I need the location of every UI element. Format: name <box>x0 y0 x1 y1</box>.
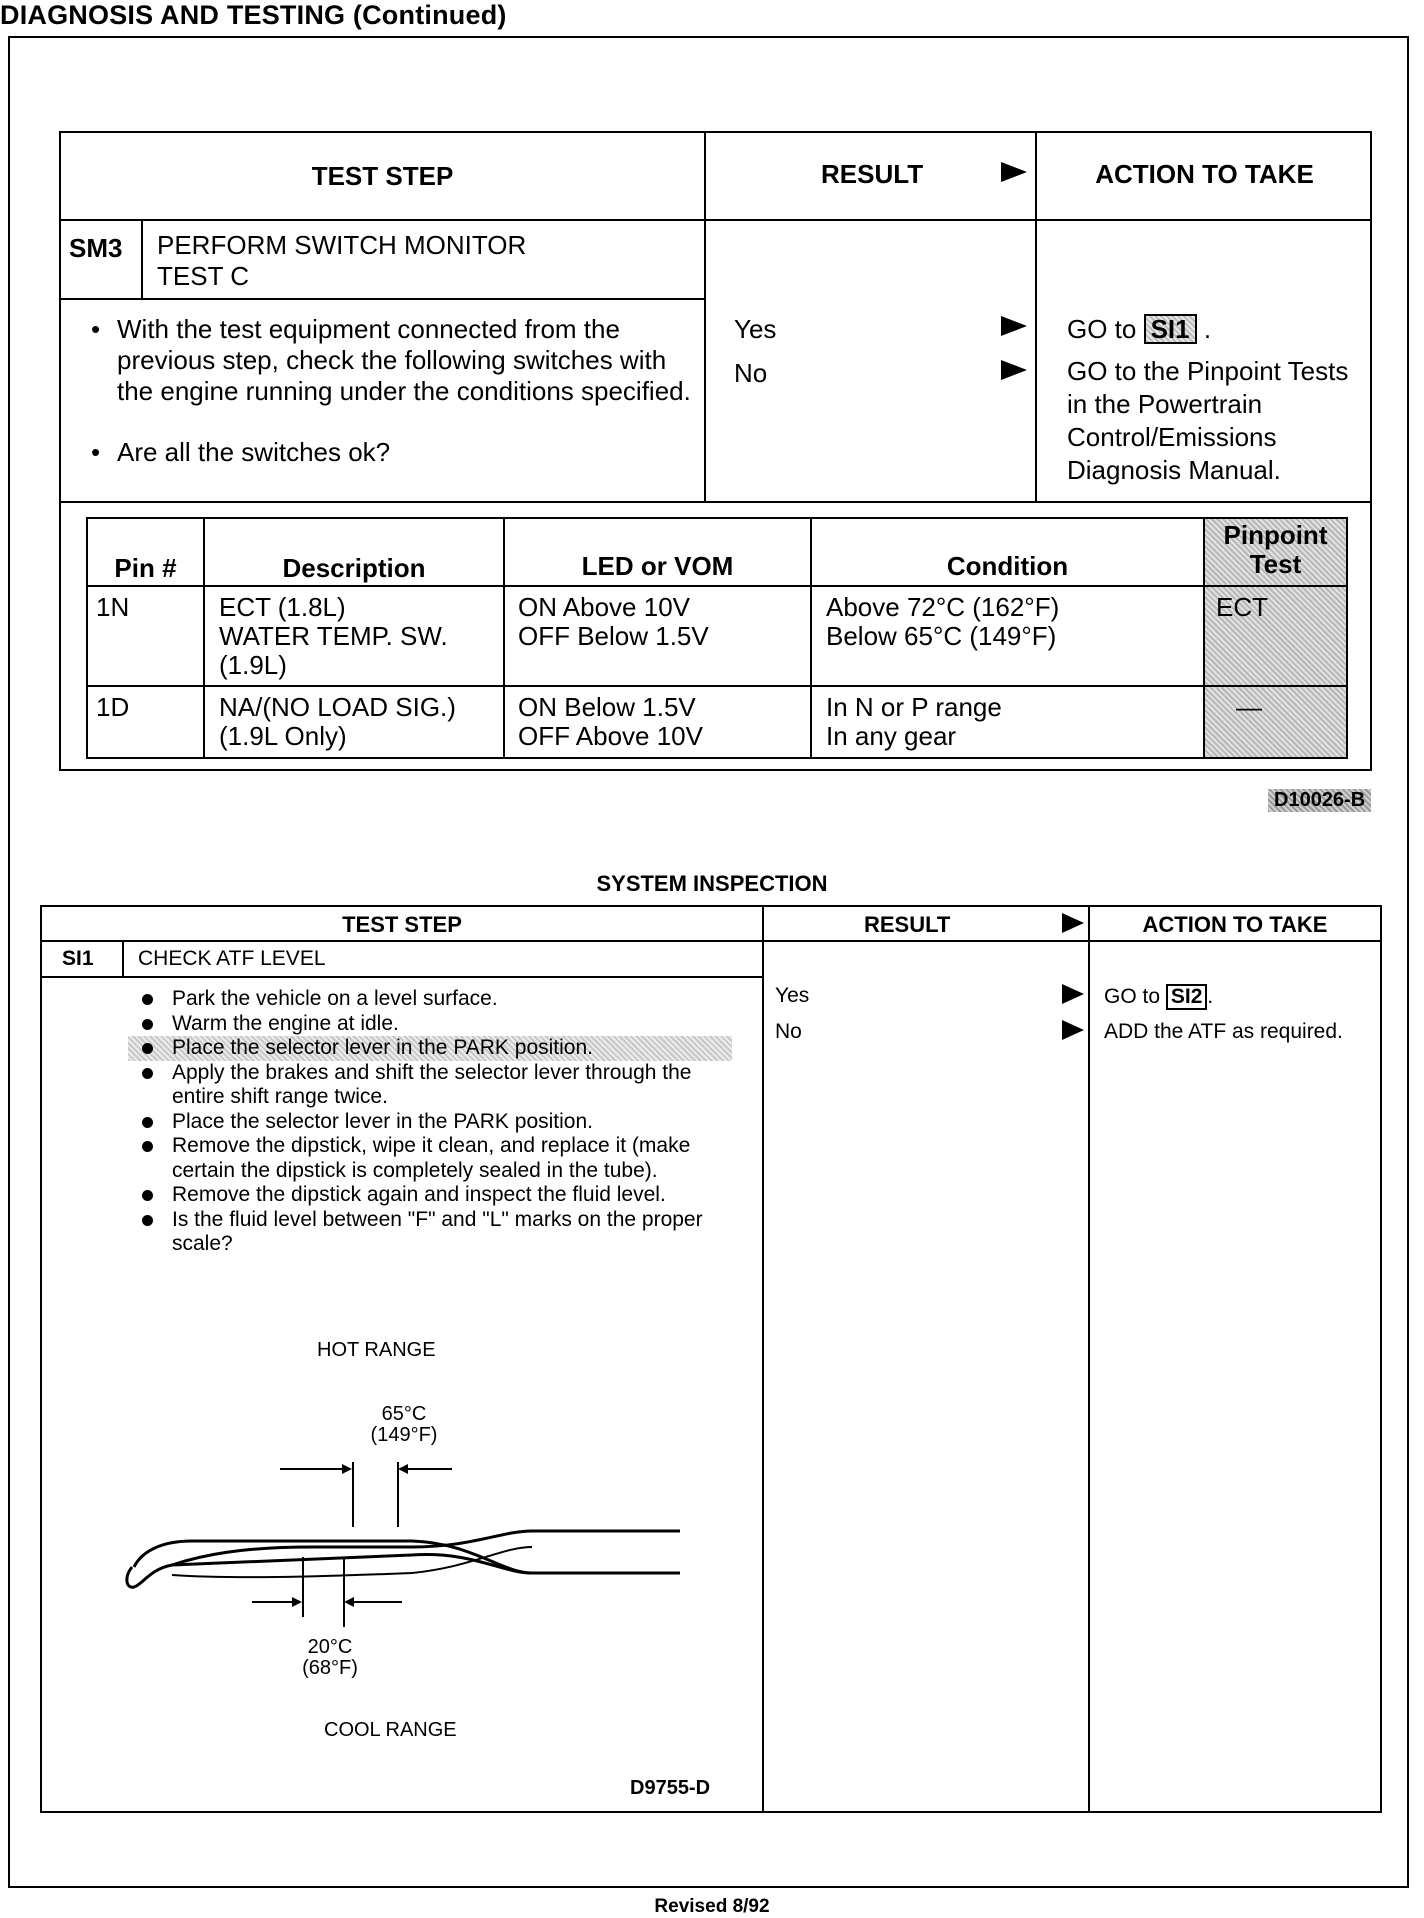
divider <box>1088 907 1090 1811</box>
divider <box>122 940 124 977</box>
dipstick-diagram <box>112 1447 702 1627</box>
divider <box>88 685 1346 687</box>
action-suffix: . <box>1203 314 1212 344</box>
step-id: SM3 <box>69 233 123 263</box>
instruction-item: Remove the dipstick again and inspect the fluid level. <box>136 1183 736 1208</box>
step-title: CHECK ATF LEVEL <box>138 947 326 970</box>
result-arrow-icon <box>1062 913 1084 938</box>
page-header: DIAGNOSIS AND TESTING (Continued) <box>0 0 507 30</box>
instruction-item: Is the fluid level between "F" and "L" marks on the proper scale? <box>136 1208 736 1257</box>
action-yes <box>1104 984 1213 1010</box>
header-action: ACTION TO TAKE <box>1142 912 1328 937</box>
pinpoint-header: Pinpoint Test <box>1223 520 1328 579</box>
description-cell: ECT (1.8L) WATER TEMP. SW. (1.9L) <box>219 592 448 680</box>
step-reference-si1[interactable]: SI1 <box>1144 314 1197 344</box>
cool-temp-label <box>280 1637 380 1679</box>
header-result: RESULT <box>864 912 951 937</box>
pin-table <box>86 517 1348 759</box>
divider <box>42 976 764 978</box>
divider <box>762 907 764 1811</box>
instruction-item: • Are all the switches ok? <box>83 437 693 468</box>
cool-range-label: COOL RANGE <box>324 1719 457 1741</box>
result-yes: Yes <box>734 314 777 344</box>
pin-cell: 1D <box>96 692 130 722</box>
led-cell: ON Above 10V OFF Below 1.5V <box>518 592 709 651</box>
header-test-step: TEST STEP <box>311 161 454 191</box>
instruction-item-highlighted: Place the selector lever in the PARK position. <box>128 1036 732 1061</box>
pinpoint-cell: — <box>1236 692 1262 722</box>
result-arrow-icon <box>1001 162 1027 187</box>
pin-header: Pin # <box>114 553 177 583</box>
description-header: Description <box>282 553 426 583</box>
divider <box>141 219 143 299</box>
divider <box>88 585 1346 587</box>
result-arrow-icon <box>1001 360 1027 385</box>
result-no: No <box>734 358 768 388</box>
instruction-item: Apply the brakes and shift the selector lever through the entire shift range twice. <box>136 1061 736 1110</box>
diagram-figure-id: D9755-D <box>630 1777 711 1799</box>
divider <box>61 501 1372 503</box>
divider <box>42 940 1380 942</box>
figure-id: D10026-B <box>1268 789 1371 812</box>
result-no: No <box>775 1020 802 1043</box>
divider <box>704 133 706 503</box>
action-no: ADD the ATF as required. <box>1104 1020 1343 1043</box>
divider <box>61 298 706 300</box>
hot-temp-f: (149°F) <box>370 1424 438 1446</box>
result-arrow-icon <box>1062 1020 1084 1045</box>
description-cell: NA/(NO LOAD SIG.) (1.9L Only) <box>219 692 456 751</box>
action-suffix: . <box>1207 985 1214 1008</box>
si1-test-table <box>40 905 1382 1813</box>
step-title-line2: TEST C <box>157 261 249 291</box>
action-no: GO to the Pinpoint Tests in the Powertrain Control/Emissions Diagnosis Manual. <box>1067 356 1349 485</box>
header-result: RESULT <box>821 159 924 189</box>
action-prefix: GO to <box>1104 985 1161 1008</box>
step-reference-si2[interactable]: SI2 <box>1166 984 1208 1010</box>
instruction-item: Remove the dipstick, wipe it clean, and replace it (make certain the dipstick is completely sealed in the tube). <box>136 1134 736 1183</box>
step-title-line1: PERFORM SWITCH MONITOR <box>157 230 527 260</box>
divider <box>61 219 1372 221</box>
instruction-item: Park the vehicle on a level surface. <box>136 987 736 1012</box>
instruction-list <box>83 314 693 468</box>
result-arrow-icon <box>1001 316 1027 341</box>
footer-revision: Revised 8/92 <box>654 1896 770 1917</box>
condition-header: Condition <box>946 551 1069 581</box>
instruction-item: Place the selector lever in the PARK position. <box>136 1110 736 1135</box>
result-arrow-icon <box>1062 984 1084 1009</box>
condition-cell: In N or P range In any gear <box>826 692 1002 751</box>
pinpoint-cell[interactable]: ECT <box>1216 592 1268 622</box>
hot-range-label: HOT RANGE <box>317 1339 436 1361</box>
action-prefix: GO to <box>1067 314 1137 344</box>
led-cell: ON Below 1.5V OFF Above 10V <box>518 692 703 751</box>
led-vom-header: LED or VOM <box>581 551 734 581</box>
instruction-item: • With the test equipment connected from the previous step, check the following switches with the engine running under the conditions specified. <box>83 314 693 407</box>
header-test-step: TEST STEP <box>342 912 462 937</box>
header-action: ACTION TO TAKE <box>1095 159 1314 189</box>
cool-temp-f: (68°F) <box>302 1657 358 1679</box>
pin-cell: 1N <box>96 592 130 622</box>
hot-temp-c: 65°C <box>381 1403 427 1425</box>
sm3-test-table <box>59 131 1372 771</box>
instruction-item: Warm the engine at idle. <box>136 1012 736 1037</box>
section-title: SYSTEM INSPECTION <box>596 871 828 896</box>
condition-cell: Above 72°C (162°F) Below 65°C (149°F) <box>826 592 1060 651</box>
hot-temp-label <box>354 1404 454 1446</box>
step-id: SI1 <box>62 947 94 970</box>
instruction-list <box>136 987 736 1257</box>
cool-temp-c: 20°C <box>307 1636 353 1658</box>
action-yes <box>1067 314 1211 345</box>
result-yes: Yes <box>775 984 810 1007</box>
